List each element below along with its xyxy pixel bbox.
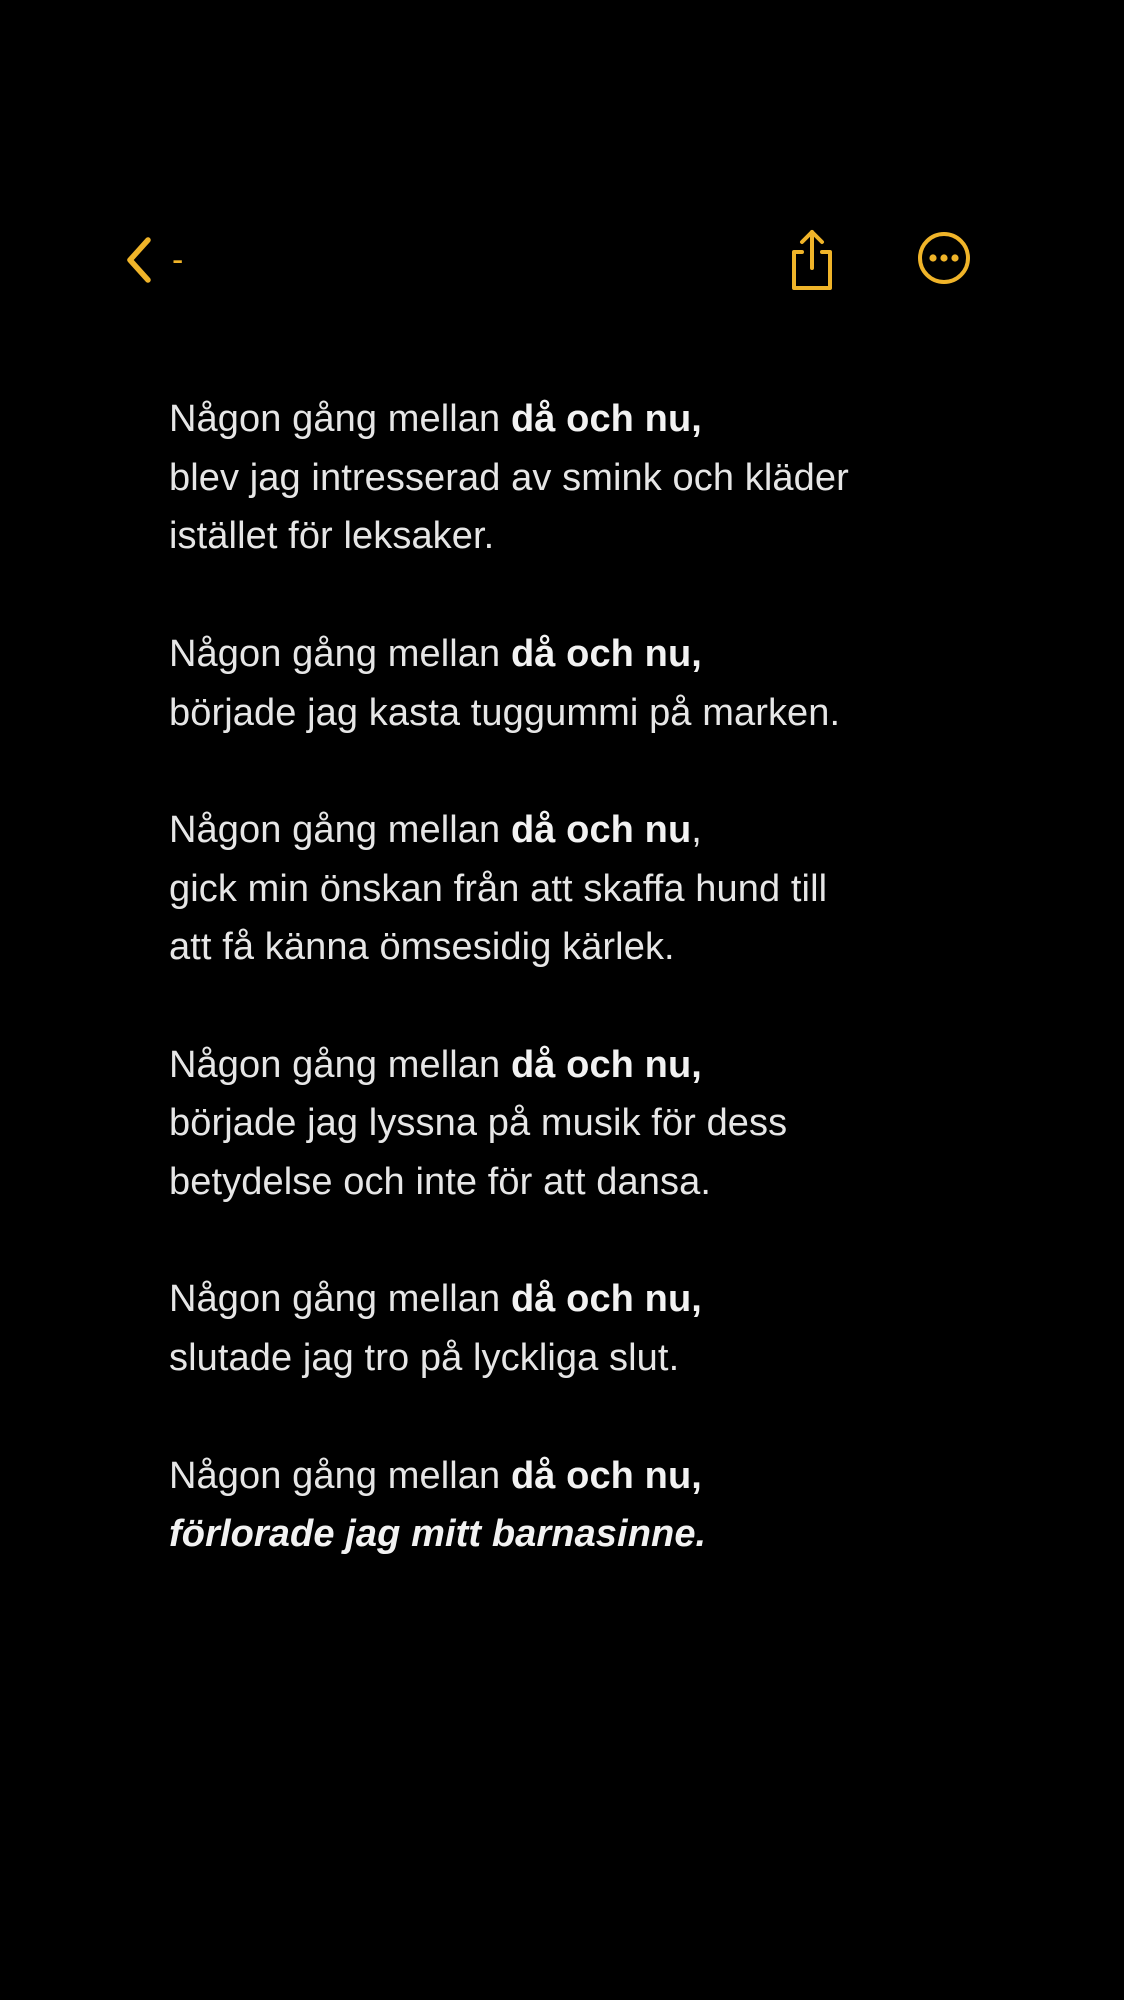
stanza-line: istället för leksaker. bbox=[169, 515, 495, 558]
share-icon bbox=[782, 281, 842, 298]
stanza-intro-line: Någon gång mellan då och nu, bbox=[169, 398, 702, 440]
stanza-line: slutade jag tro på lyckliga slut. bbox=[169, 1337, 680, 1380]
stanza bbox=[169, 390, 1049, 566]
stanza bbox=[169, 1447, 1049, 1564]
final-line: förlorade jag mitt barnasinne. bbox=[169, 1513, 707, 1556]
emphasis-text: då och nu bbox=[510, 808, 692, 851]
ellipsis-circle-icon bbox=[914, 275, 974, 292]
stanza-intro-line: Någon gång mellan då och nu, bbox=[169, 808, 702, 851]
stanza-line: började jag lyssna på musik för dess bbox=[169, 1102, 788, 1145]
stanza-line: att få känna ömsesidig kärlek. bbox=[169, 926, 675, 969]
emphasis-text: då och nu, bbox=[510, 1454, 702, 1497]
chevron-left-icon bbox=[124, 236, 154, 284]
emphasis-text: då och nu, bbox=[510, 632, 702, 675]
stanza-intro-line: Någon gång mellan då och nu, bbox=[169, 1278, 702, 1321]
stanza-line: började jag kasta tuggummi på marken. bbox=[169, 691, 841, 734]
emphasis-text: då och nu, bbox=[510, 1043, 702, 1086]
note-body[interactable] bbox=[169, 390, 1049, 1623]
stanza-line: gick min önskan från att skaffa hund till bbox=[169, 867, 828, 910]
stanza bbox=[169, 1270, 1049, 1387]
back-button[interactable] bbox=[124, 226, 183, 294]
navigation-bar bbox=[0, 220, 1124, 300]
more-button[interactable] bbox=[914, 228, 974, 288]
stanza-intro-line: Någon gång mellan då och nu, bbox=[169, 1043, 702, 1086]
back-label: - bbox=[172, 241, 184, 279]
stanza bbox=[169, 1036, 1049, 1212]
emphasis-text: då och nu, bbox=[510, 1278, 702, 1321]
stanza-intro-line: Någon gång mellan då och nu, bbox=[169, 1454, 702, 1497]
stanza-intro-line: Någon gång mellan då och nu, bbox=[169, 632, 702, 675]
stanza bbox=[169, 625, 1049, 742]
stanza-line: betydelse och inte för att dansa. bbox=[169, 1161, 711, 1204]
emphasis-text: då och nu, bbox=[510, 398, 702, 440]
share-button[interactable] bbox=[782, 226, 842, 294]
stanza bbox=[169, 801, 1049, 977]
stanza-line: blev jag intresserad av smink och kläder bbox=[169, 456, 849, 499]
